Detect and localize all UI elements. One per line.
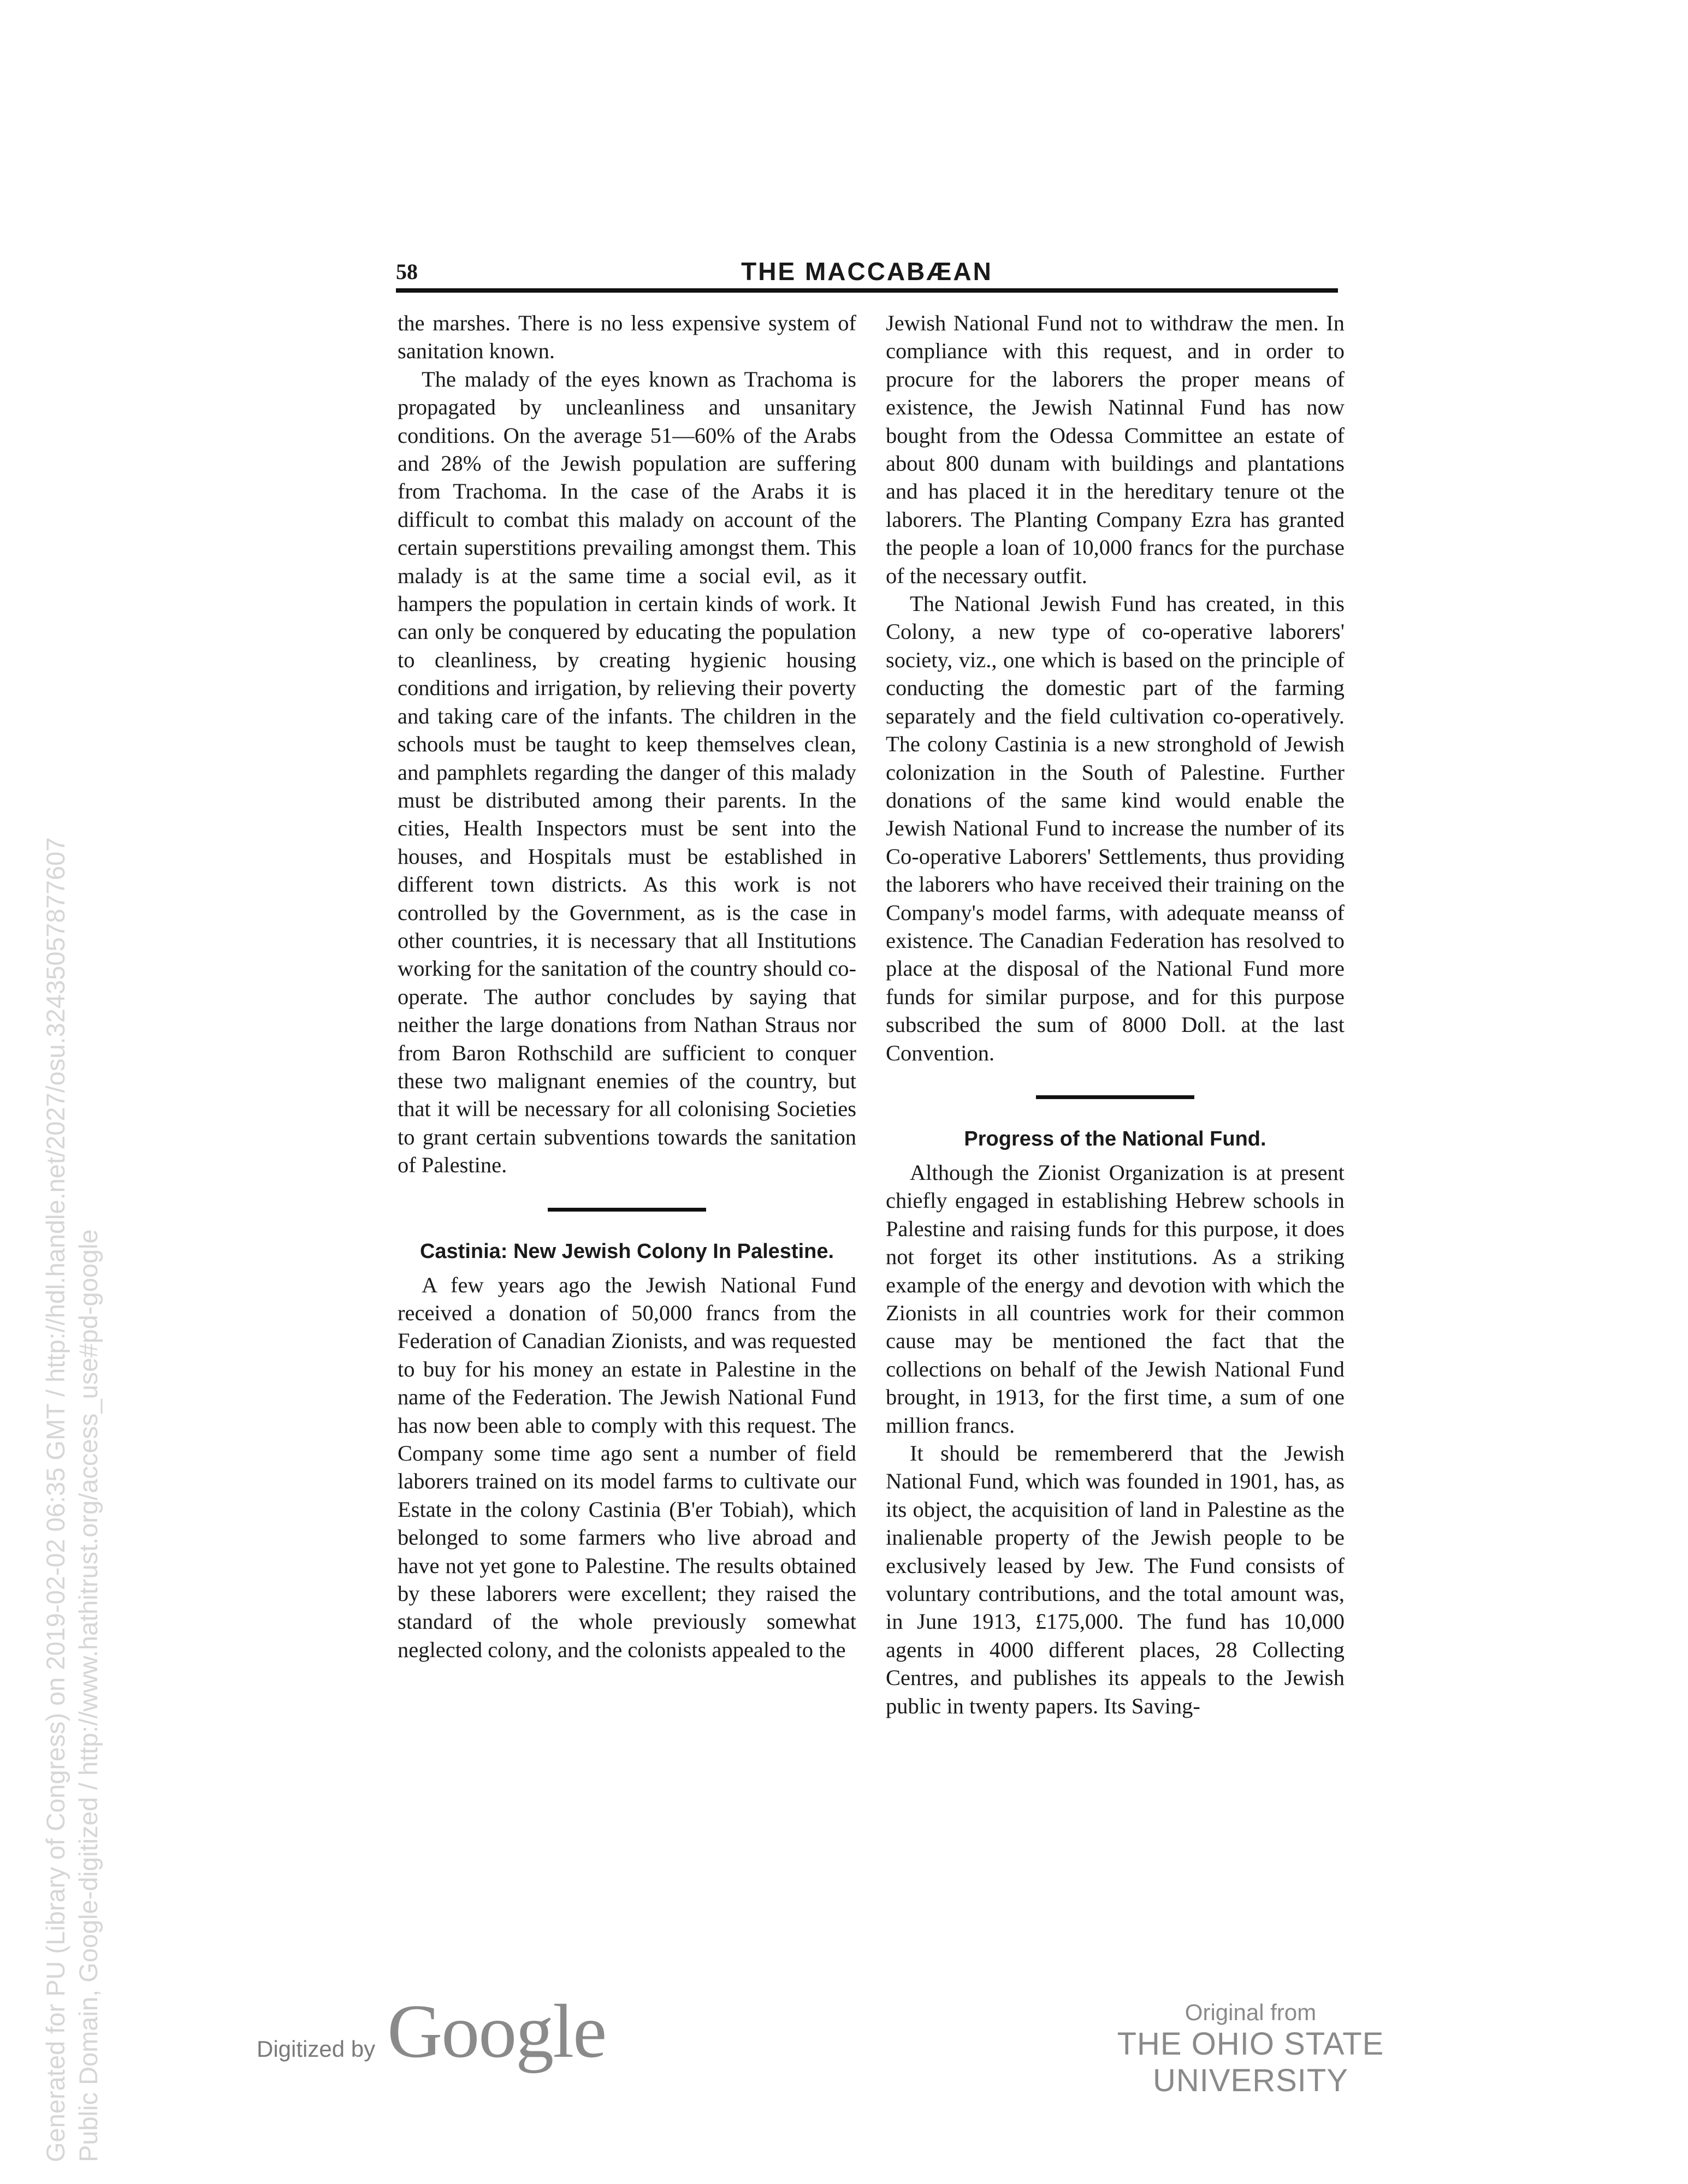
paragraph: The National Jewish Fund has created, in this Colony, a new type of co-operative laborers' society, viz., one which is based on the principle of conducting the domestic part of the farming separately and the field cultivation co-operatively. The colony Castinia is a new stronghold of Jewish colonization in the South of Palestine. Further donations of the same kind would enable the Jewish National Fund to increase the number of its Co-operative Laborers' Settlements, thus providing the laborers who have received their training on the Company's model farms, with adequate meanss of existence. The Canadian Federation has resolved to place at the disposal of the National Fund more funds for similar purpose, and for this purpose subscribed the sum of 8000 Doll. at the last Convention. bbox=[886, 591, 1345, 1065]
header-rule bbox=[396, 288, 1338, 293]
right-column bbox=[886, 309, 1345, 1720]
original-source-mark bbox=[1054, 1999, 1447, 2099]
side-watermark bbox=[39, 0, 127, 2184]
paragraph: A few years ago the Jewish National Fund received a donation of 50,000 francs from the Federation of Canadian Zionists, and was requested to buy for his money an estate in Palestine in the name of the Federation. The Jewish National Fund has now been able to comply with this request. The Company some time ago sent a number of field laborers trained on its model farms to cultivate our Estate in the colony Castinia (B'er Tobiah), which belonged to some farmers who live abroad and have not yet gone to Palestine. The results obtained by these laborers were excellent; they raised the standard of the whole previously somewhat neglected colony, and the colonists appealed to the bbox=[398, 1272, 856, 1662]
university-name: THE OHIO STATE UNIVERSITY bbox=[1117, 2026, 1384, 2098]
watermark-line: Public Domain, Google-digitized / http://www.hathitrust.org/access_use#pd-google bbox=[74, 1229, 103, 2162]
paragraph: It should be remembererd that the Jewish National Fund, which was founded in 1901, has, as its object, the acquisition of land in Palestine as the inalienable property of the Jewish people to be exclusively leased by Jew. The Fund consists of voluntary contributions, and the total amount was, in June 1913, £175,000. The fund has 10,000 agents in 4000 different places, 28 Collecting Centres, and publishes its appeals to the Jewish public in twenty papers. Its Saving- bbox=[886, 1441, 1345, 1718]
google-logo: Google bbox=[387, 1989, 606, 2074]
watermark-line: Generated for PU (Library of Congress) on 2019-02-02 06:35 GMT / http://hdl.handle.net/2027/osu.32435057877607 bbox=[41, 837, 70, 2162]
page-header bbox=[396, 256, 1338, 288]
page-number: 58 bbox=[396, 259, 418, 284]
left-column bbox=[398, 309, 856, 1664]
original-from-label: Original from bbox=[1184, 1999, 1317, 2025]
paragraph: Jewish National Fund not to withdraw the men. In compliance with this request, and in order to procure for the laborers the proper means of existence, the Jewish Natinnal Fund has now bought from the Odessa Committee an estate of about 800 dunam with buildings and plantations and has placed it in the hereditary tenure ot the laborers. The Planting Company Ezra has granted the people a loan of 10,000 francs for the purchase of the necessary outfit. bbox=[886, 311, 1345, 588]
paragraph: Although the Zionist Organization is at present chiefly engaged in establishing Hebrew schools in Palestine and raising funds for this purpose, it does not forget its other institutions. As a striking example of the energy and devotion with which the Zionists in all countries work for their common cause may be mentioned the fact that the collections on behalf of the Jewish National Fund brought, in 1913, for the first time, a sum of one million francs. bbox=[886, 1160, 1345, 1438]
paragraph: The malady of the eyes known as Trachoma is propagated by uncleanliness and unsanitary conditions. On the average 51—60% of the Arabs and 28% of the Jewish population are suffering from Trachoma. In the case of the Arabs it is difficult to combat this malady on account of the certain superstitions prevailing amongst them. This malady is at the same time a social evil, as it hampers the population in certain kinds of work. It can only be conquered by educating the population to cleanliness, by creating hygienic housing conditions and irrigation, by relieving their poverty and taking care of the infants. The children in the schools must be taught to keep themselves clean, and pamphlets regarding the danger of this malady must be distributed among their parents. In the cities, Health Inspectors must be sent into the houses, and Hospitals must be established in different town districts. As this work is not controlled by the Government, as is the case in other countries, it is necessary that all Institutions working for the sanitation of the country should co-operate. The author concludes by saying that neither the large donations from Nathan Straus nor from Baron Rothschild are sufficient to conquer these two malignant enemies of the country, but that it will be necessary for all colonising Societies to grant certain subventions towards the sanitation of Palestine. bbox=[398, 366, 856, 1178]
digitized-by-label: Digitized by bbox=[257, 2036, 376, 2062]
digitized-by-mark bbox=[257, 1987, 606, 2075]
section-divider bbox=[1036, 1095, 1194, 1099]
section-divider bbox=[548, 1208, 706, 1212]
section-heading-castinia: Castinia: New Jewish Colony In Palestine. bbox=[419, 1239, 834, 1263]
section-heading-national-fund: Progress of the National Fund. bbox=[964, 1127, 1266, 1150]
paragraph: the marshes. There is no less expensive system of sanitation known. bbox=[398, 311, 856, 364]
running-title: THE MACCABÆAN bbox=[741, 257, 993, 286]
